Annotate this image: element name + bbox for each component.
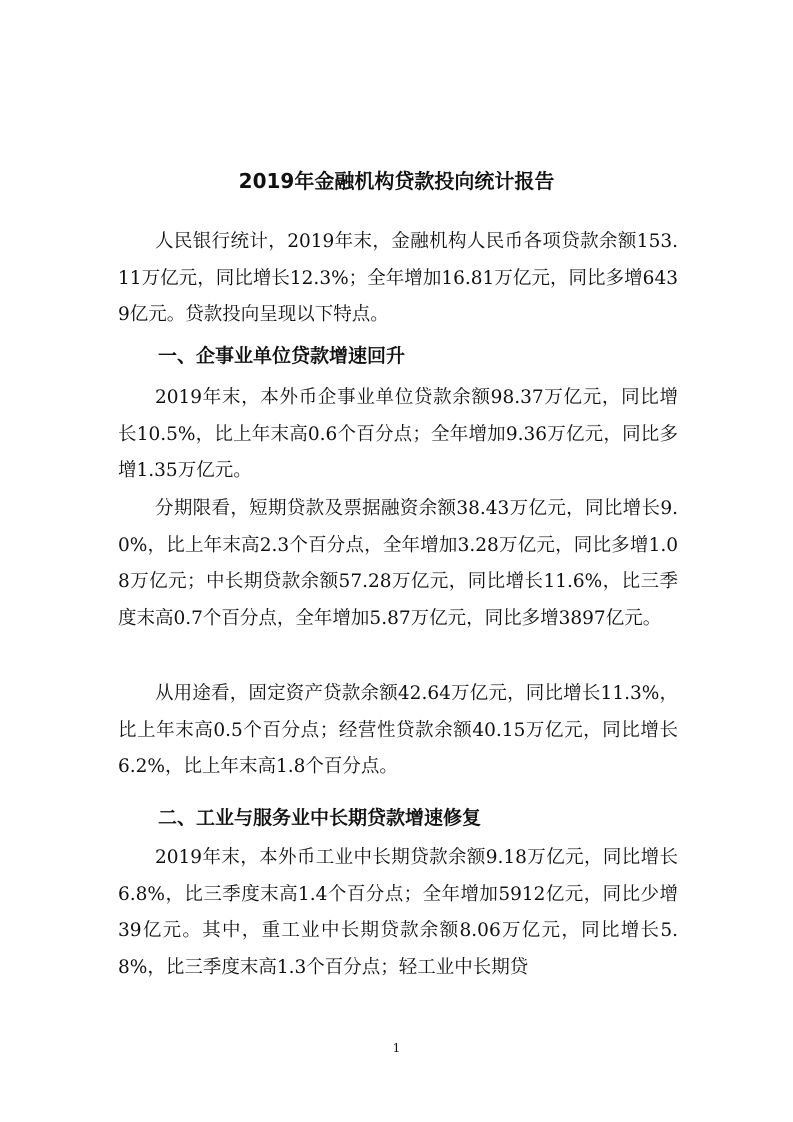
section-2-paragraph-1: 2019年末，本外币工业中长期贷款余额9.18万亿元，同比增长6.8%，比三季度末高1.4个百分点；全年增加5912亿元，同比少增39亿元。其中，重工业中长期贷款余额8.06万亿元，同比增长5.8%，比三季度末高1.3个百分点；轻工业中长期贷: [118, 847, 678, 978]
section-heading-1: 一、企事业单位贷款增速回升: [158, 345, 406, 367]
document-title: 2019年金融机构贷款投向统计报告: [238, 169, 555, 193]
section-1-paragraph-2: 分期限看，短期贷款及票据融资余额38.43万亿元，同比增长9.0%，比上年末高2.3个百分点，全年增加3.28万亿元，同比多增1.08万亿元；中长期贷款余额57.28万亿元，同比增长11.6%，比三季度末高0.7个百分点，全年增加5.87万亿元，同比多增3897亿元。: [118, 498, 678, 629]
page-number: 1: [392, 1041, 401, 1055]
intro-paragraph: 人民银行统计，2019年末，金融机构人民币各项贷款余额153.11万亿元，同比增长12.3%；全年增加16.81万亿元，同比多增6439亿元。贷款投向呈现以下特点。: [118, 231, 678, 325]
section-1-paragraph-1: 2019年末，本外币企事业单位贷款余额98.37万亿元，同比增长10.5%，比上年末高0.6个百分点；全年增加9.36万亿元，同比多增1.35万亿元。: [118, 387, 678, 481]
section-1-paragraph-3: 从用途看，固定资产贷款余额42.64万亿元，同比增长11.3%，比上年末高0.5个百分点；经营性贷款余额40.15万亿元，同比增长6.2%，比上年末高1.8个百分点。: [118, 683, 678, 777]
section-heading-2: 二、工业与服务业中长期贷款增速修复: [158, 807, 482, 829]
